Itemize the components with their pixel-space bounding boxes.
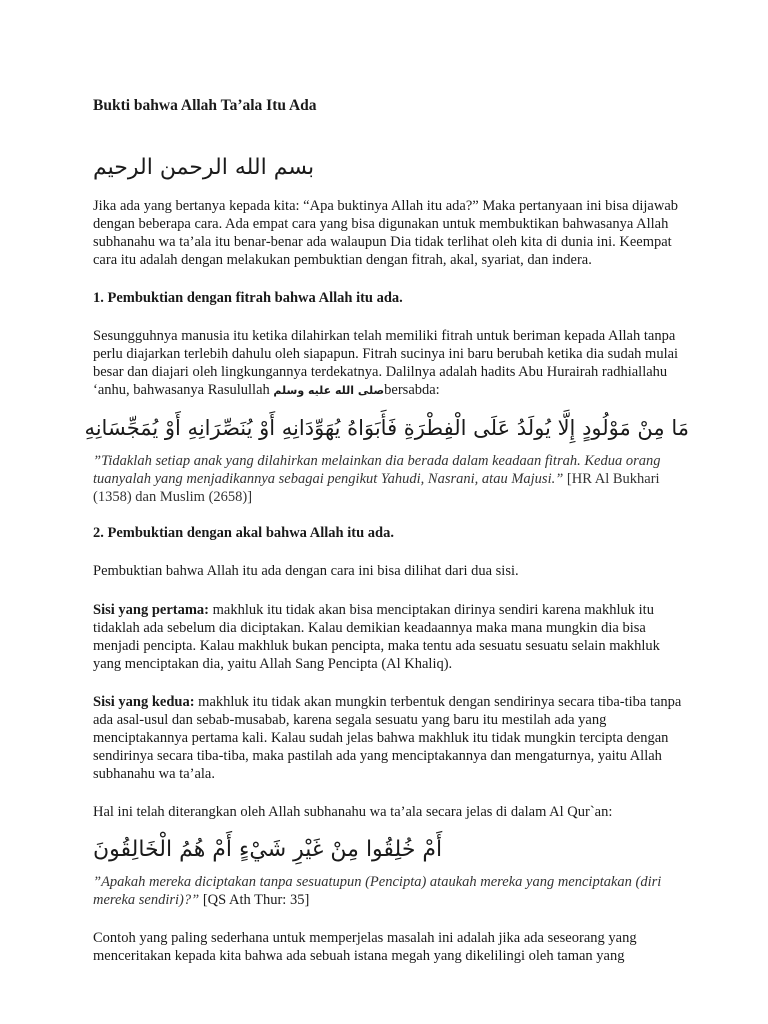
side1-label: Sisi yang pertama: (93, 602, 209, 618)
hadith-source: [HR Al Bukhari (1358) dan Muslim (2658)] (93, 471, 660, 505)
verse-arabic: أَمْ خُلِقُوا مِنْ غَيْرِ شَيْءٍ أَمْ هُمُ الْخَالِقُونَ (93, 837, 443, 862)
hadith-arabic: مَا مِنْ مَوْلُودٍ إِلَّا يُولَدُ عَلَى الْفِطْرَةِ فَأَبَوَاهُ يُهَوِّدَانِهِ أَوْ يُنَصِّرَانِهِ أَوْ يُمَجِّسَانِهِ (84, 416, 689, 440)
side2-label: Sisi yang kedua: (93, 694, 195, 710)
side2-paragraph (93, 693, 685, 783)
section2-heading: 2. Pembuktian dengan akal bahwa Allah itu ada. (93, 525, 394, 541)
hadith-quote (93, 452, 685, 506)
document-title: Bukti bahwa Allah Ta’ala Itu Ada (93, 97, 317, 114)
side1-paragraph (93, 601, 685, 673)
section1-paragraph-after: bersabda: (384, 382, 440, 398)
basmala-text: بسم الله الرحمن الرحيم (93, 155, 315, 180)
side1-text: makhluk itu tidak akan bisa menciptakan dirinya sendiri karena makhluk itu tidaklah ada sebelum dia diciptakan. Kalau demikian keadaannya maka mana mungkin dia bisa menjadi pencipta. Kalau makhluk bukan pencipta, maka tentu ada sesuatu sesuatu selain makhluk yang menciptakan dia, yaitu Allah Sang Pencipta (Al Khaliq). (93, 602, 660, 672)
quran-intro: Hal ini telah diterangkan oleh Allah subhanahu wa ta’ala secara jelas di dalam Al Qur`an: (93, 804, 613, 820)
verse-arabic-line (93, 833, 685, 867)
basmala (93, 155, 685, 180)
side2-text: makhluk itu tidak akan mungkin terbentuk dengan sendirinya secara tiba-tiba tanpa ada asal-usul dan sebab-musabab, karena segala sesuatu yang baru itu mestilah ada yang menciptakannya pertama kali. Kalau sudah jelas bahwa makhluk itu tidak mungkin tercipta dengan sendirinya secara tiba-tiba, maka pastilah ada yang menciptakannya dan mengaturnya, yaitu Allah subhanahu wa ta’ala. (93, 694, 682, 782)
document-content (84, 97, 689, 965)
salawat: صلى الله عليه وسلم (273, 384, 385, 397)
section1-heading: 1. Pembuktian dengan fitrah bahwa Allah itu ada. (93, 290, 403, 306)
example-paragraph: Contoh yang paling sederhana untuk memperjelas masalah ini adalah jika ada seseorang yang menceritakan kepada kita bahwa ada sebuah istana megah yang dikelilingi oleh taman yang (93, 930, 637, 964)
section1-paragraph-before: Sesungguhnya manusia itu ketika dilahirkan telah memiliki fitrah untuk beriman kepada Allah tanpa perlu diajarkan terlebih dahulu oleh siapapun. Fitrah sucinya ini baru berubah ketika dia sudah mulai besar dan diajari oleh lingkungannya terdekatnya. Dalilnya adalah hadits Abu Hurairah radhiallahu ‘anhu, bahwasanya Rasulullah (93, 328, 679, 398)
hadith-translation: ”Tidaklah setiap anak yang dilahirkan melainkan dia berada dalam keadaan fitrah. Kedua orang tuanyalah yang menjadikannya sebagai pengikut Yahudi, Nasrani, atau Majusi.” (93, 453, 661, 487)
verse-translation: ”Apakah mereka diciptakan tanpa sesuatupun (Pencipta) ataukah mereka yang menciptakan (diri mereka sendiri)?” (93, 874, 662, 908)
verse-source: [QS Ath Thur: 35] (199, 892, 310, 908)
section2-intro: Pembuktian bahwa Allah itu ada dengan cara ini bisa dilihat dari dua sisi. (93, 563, 519, 579)
section1-paragraph (93, 327, 685, 400)
intro-paragraph: Jika ada yang bertanya kepada kita: “Apa buktinya Allah itu ada?” Maka pertanyaan ini bisa dijawab dengan beberapa cara. Ada empat cara yang bisa digunakan untuk membuktikan bahwasanya Allah subhanahu wa ta’ala itu benar-benar ada walaupun Dia tidak terlihat oleh kita di dunia ini. Keempat cara itu adalah dengan melakukan pembuktian dengan fitrah, akal, syariat, dan indera. (93, 198, 679, 268)
verse-quote (93, 873, 685, 909)
